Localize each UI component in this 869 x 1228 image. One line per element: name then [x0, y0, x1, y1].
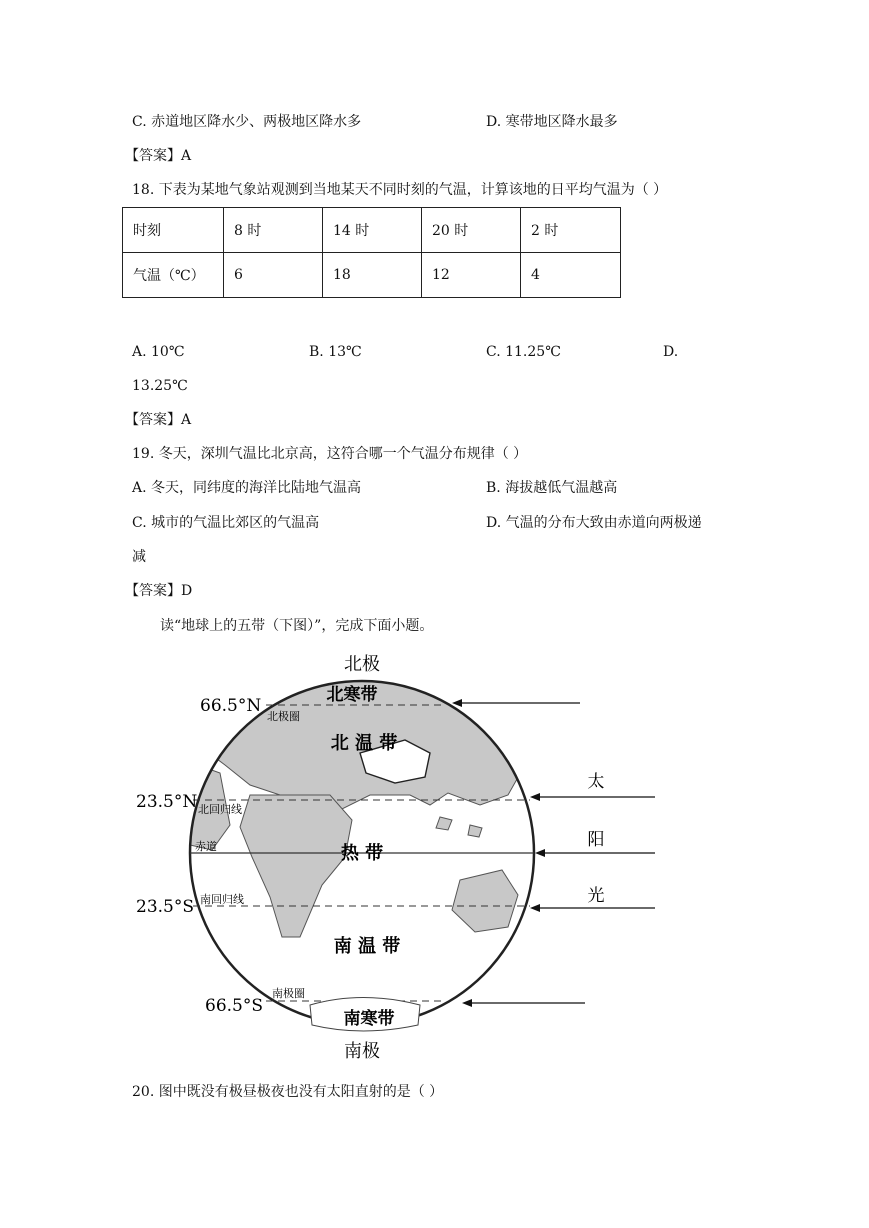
sunlight-arrowhead: [452, 699, 462, 707]
table-cell: 18: [323, 253, 422, 298]
table-cell: 12: [422, 253, 521, 298]
north-frigid-zone-label: 北寒带: [326, 685, 378, 705]
arctic-circle-label: 北极圈: [267, 710, 300, 723]
q18-option-a: A. 10℃: [132, 344, 185, 360]
q19-option-c: C. 城市的气温比郊区的气温高: [132, 515, 320, 531]
temperature-table: [122, 207, 621, 298]
q18-answer: 【答案】A: [125, 412, 192, 428]
q19-option-a: A. 冬天，同纬度的海洋比陆地气温高: [132, 480, 362, 496]
south-temperate-zone-label: 南 温 带: [333, 936, 401, 957]
north-temperate-zone-label: 北 温 带: [330, 733, 398, 754]
sunlight-label-char: 光: [587, 886, 605, 906]
sunlight-label-char: 太: [587, 772, 605, 792]
figure-intro: 读“地球上的五带（下图）”，完成下面小题。: [160, 618, 434, 634]
q18-option-b: B. 13℃: [309, 344, 362, 360]
torrid-zone-label: 热 带: [340, 843, 384, 864]
table-row: [123, 208, 621, 253]
north-pole-label: 北极: [344, 654, 380, 675]
q19-answer: 【答案】D: [125, 583, 193, 599]
q19-option-d: D. 气温的分布大致由赤道向两极递: [486, 515, 702, 531]
equator-label: 赤道: [195, 840, 217, 853]
table-row: [123, 253, 621, 298]
q17-option-c: C. 赤道地区降水少、两极地区降水多: [132, 114, 362, 130]
q18-option-c: C. 11.25℃: [486, 344, 561, 360]
q20-stem: 20. 图中既没有极昼极夜也没有太阳直射的是（ ）: [132, 1084, 444, 1100]
tropic-cancer-label: 北回归线: [198, 803, 242, 816]
table-cell: 20 时: [422, 208, 521, 253]
q17-answer: 【答案】A: [125, 148, 192, 164]
sunlight-arrowhead: [462, 999, 472, 1007]
q18-stem: 18. 下表为某地气象站观测到当地某天不同时刻的气温，计算该地的日平均气温为（ ）: [132, 182, 668, 198]
five-zones-figure: [130, 645, 670, 1065]
sunlight-arrowhead: [530, 793, 540, 801]
sunlight-arrowhead: [535, 849, 545, 857]
lat-23-5s-label: 23.5°S: [136, 897, 194, 917]
lat-23-5n-label: 23.5°N: [136, 792, 198, 812]
table-cell: 8 时: [224, 208, 323, 253]
table-cell: 14 时: [323, 208, 422, 253]
q19-option-d-cont: 减: [132, 549, 146, 565]
table-cell: 2 时: [521, 208, 621, 253]
antarctic-circle-label: 南极圈: [272, 987, 305, 1000]
q18-option-d-cont: 13.25℃: [132, 378, 188, 394]
q19-stem: 19. 冬天，深圳气温比北京高，这符合哪一个气温分布规律（ ）: [132, 446, 528, 462]
sunlight-label-char: 阳: [587, 830, 605, 850]
tropic-capricorn-label: 南回归线: [200, 893, 244, 906]
south-frigid-zone-label: 南寒带: [343, 1009, 395, 1029]
q17-option-d: D. 寒带地区降水最多: [486, 114, 618, 130]
table-cell: 气温（℃）: [123, 253, 224, 298]
lat-66-5s-label: 66.5°S: [205, 996, 263, 1016]
q18-option-d: D.: [663, 344, 679, 360]
sunlight-arrowhead: [530, 904, 540, 912]
south-pole-label: 南极: [344, 1041, 380, 1062]
table-cell: 6: [224, 253, 323, 298]
q19-option-b: B. 海拔越低气温越高: [486, 480, 618, 496]
table-cell: 4: [521, 253, 621, 298]
lat-66-5n-label: 66.5°N: [200, 696, 262, 716]
table-cell: 时刻: [123, 208, 224, 253]
